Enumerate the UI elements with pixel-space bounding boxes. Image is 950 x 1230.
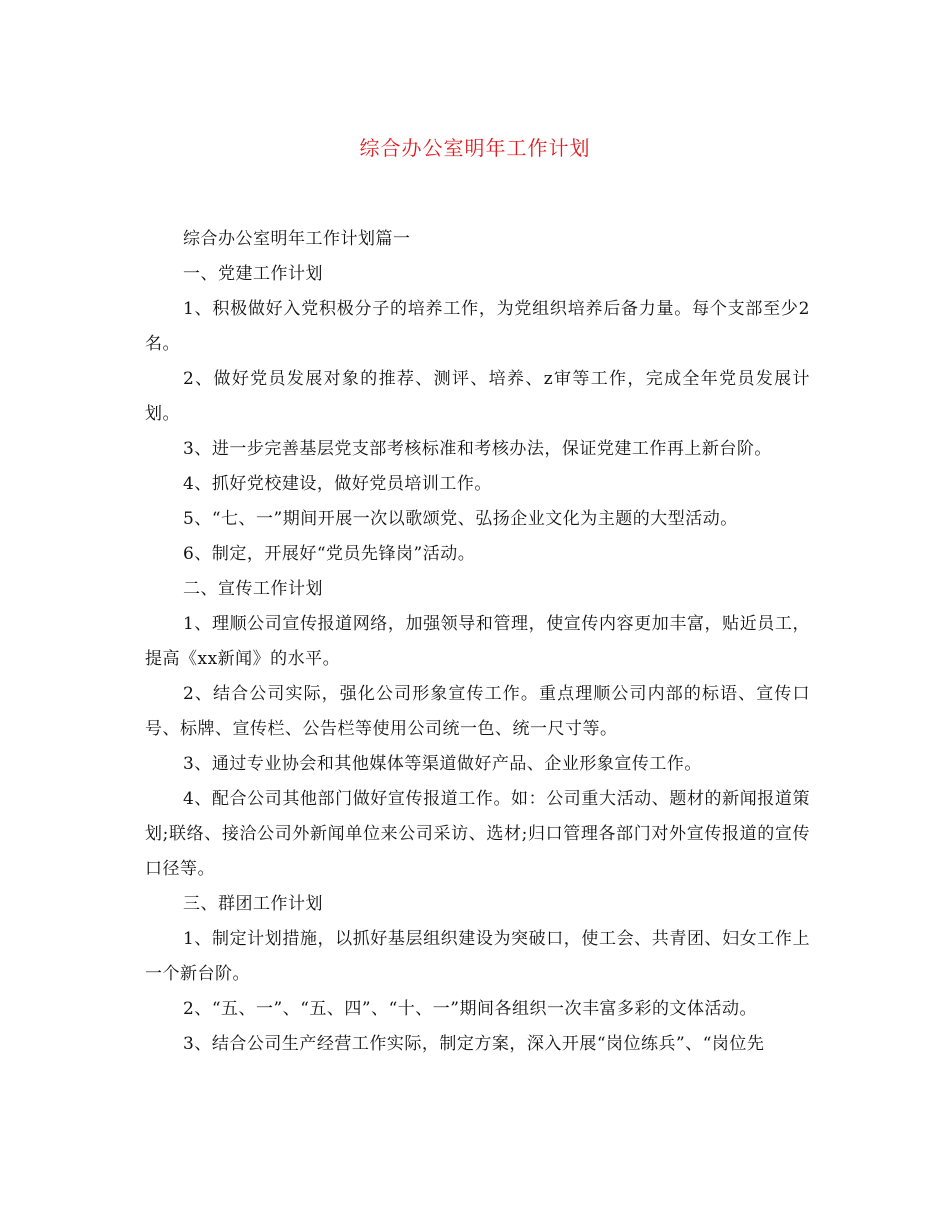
paragraph: 3、结合公司生产经营工作实际，制定方案，深入开展“岗位练兵”、“岗位先 [183,1034,765,1054]
paragraph: 2、“五、一”、“五、四”、“十、一”期间各组织一次丰富多彩的文体活动。 [183,999,757,1019]
paragraph: 2、结合公司实际，强化公司形象宣传工作。重点理顺公司内部的标语、宣传口号、标牌、宣传栏、公告栏等使用公司统一色、统一尺寸等。 [145,684,810,739]
paragraph: 4、配合公司其他部门做好宣传报道工作。如：公司重大活动、题材的新闻报道策划;联络、接洽公司外新闻单位来公司采访、选材;归口管理各部门对外宣传报道的宣传口径等。 [145,789,810,879]
paragraph: 3、通过专业协会和其他媒体等渠道做好产品、企业形象宣传工作。 [183,754,702,774]
section-heading-part-one: 综合办公室明年工作计划篇一 [183,229,411,249]
section-heading-mass-organizations: 三、群团工作计划 [183,894,323,914]
paragraph: 1、理顺公司宣传报道网络，加强领导和管理，使宣传内容更加丰富，贴近员工，提高《xx新闻》的水平。 [145,614,810,669]
paragraph: 4、抓好党校建设，做好党员培训工作。 [183,474,492,494]
document-title: 综合办公室明年工作计划 [359,136,591,160]
paragraph: 5、“七、一”期间开展一次以歌颂党、弘扬企业文化为主题的大型活动。 [183,509,738,529]
paragraph: 1、积极做好入党积极分子的培养工作，为党组织培养后备力量。每个支部至少2名。 [145,299,810,354]
paragraph: 3、进一步完善基层党支部考核标准和考核办法，保证党建工作再上新台阶。 [183,439,772,459]
paragraph: 1、制定计划措施，以抓好基层组织建设为突破口，使工会、共青团、妇女工作上一个新台阶。 [145,929,810,984]
section-heading-publicity: 二、宣传工作计划 [183,579,323,599]
paragraph: 6、制定，开展好“党员先锋岗”活动。 [183,544,476,564]
paragraph: 2、做好党员发展对象的推荐、测评、培养、z审等工作，完成全年党员发展计划。 [145,369,810,424]
document-body [145,222,810,1062]
section-heading-party-building: 一、党建工作计划 [183,264,323,284]
